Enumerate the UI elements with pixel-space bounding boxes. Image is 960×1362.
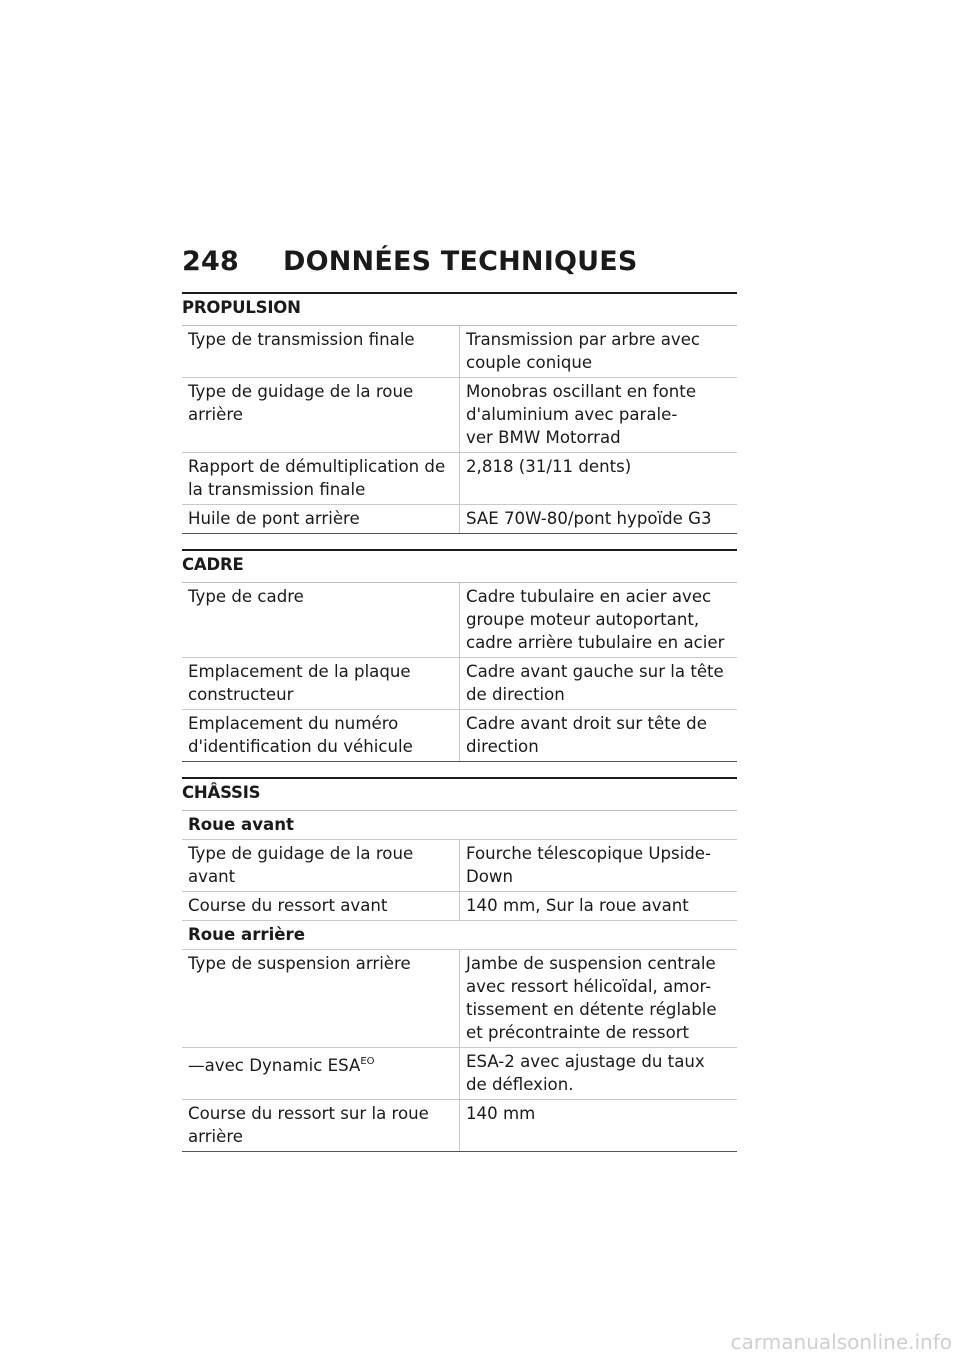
spec-value-line: 140 mm	[466, 1104, 536, 1123]
section-title: CADRE	[182, 549, 737, 583]
spec-value-line: d'aluminium avec parale-	[466, 405, 678, 424]
spec-label	[182, 453, 460, 505]
spec-label	[182, 505, 460, 534]
spec-value	[460, 326, 738, 378]
spec-label-text: —avec Dynamic ESA	[188, 1056, 361, 1075]
spec-value	[460, 892, 738, 921]
spec-value	[460, 505, 738, 534]
spec-label	[182, 326, 460, 378]
page-title: DONNÉES TECHNIQUES	[282, 246, 638, 277]
spec-label-text: Emplacement de la plaque	[188, 662, 411, 681]
spec-table	[182, 583, 737, 762]
spec-table	[182, 326, 737, 534]
spec-label-line	[188, 735, 453, 758]
spec-label-line	[188, 712, 453, 735]
spec-label-line	[188, 380, 453, 403]
spec-label-text: arrière	[188, 1127, 244, 1146]
spec-value	[460, 378, 738, 453]
spec-value-line: groupe moteur autoportant,	[466, 610, 700, 629]
spec-label-text: Emplacement du numéro	[188, 714, 399, 733]
spec-label	[182, 840, 460, 892]
spec-row	[182, 505, 737, 534]
spec-row	[182, 1048, 737, 1100]
spec-table	[182, 811, 737, 1152]
spec-value-line: Transmission par arbre avec	[466, 330, 701, 349]
spec-row	[182, 326, 737, 378]
spec-value-line: Cadre avant gauche sur la tête	[466, 662, 724, 681]
spec-value	[460, 1100, 738, 1152]
section-title: CHÂSSIS	[182, 777, 737, 811]
subheading: Roue avant	[182, 811, 737, 840]
spec-row	[182, 658, 737, 710]
spec-value	[460, 1048, 738, 1100]
spec-value-line: et précontrainte de ressort	[466, 1023, 690, 1042]
spec-label-text: Course du ressort sur la roue	[188, 1104, 429, 1123]
spec-label-text: Huile de pont arrière	[188, 509, 360, 528]
spec-value	[460, 583, 738, 658]
spec-value-line: Monobras oscillant en fonte	[466, 382, 697, 401]
spec-value-line: SAE 70W-80/pont hypoïde G3	[466, 509, 712, 528]
spec-value-line: direction	[466, 737, 539, 756]
spec-value-line: Down	[466, 867, 514, 886]
spec-row	[182, 453, 737, 505]
subheading-row	[182, 811, 737, 840]
spec-label	[182, 658, 460, 710]
spec-label-text: Type de guidage de la roue	[188, 382, 414, 401]
spec-label-text: Rapport de démultiplication de	[188, 457, 446, 476]
spec-value-line: 2,818 (31/11 dents)	[466, 457, 632, 476]
spec-section	[182, 549, 737, 762]
spec-row	[182, 950, 737, 1048]
spec-label-text: avant	[188, 867, 236, 886]
spec-label	[182, 1048, 460, 1100]
spec-value-line: Fourche télescopique Upside-	[466, 844, 712, 863]
section-title: PROPULSION	[182, 292, 737, 326]
watermark-text: carmanualsonline.info	[730, 1330, 952, 1354]
spec-row	[182, 840, 737, 892]
spec-value-line: de déflexion.	[466, 1075, 574, 1094]
spec-label	[182, 378, 460, 453]
spec-label-line	[188, 660, 453, 683]
spec-value-line: avec ressort hélicoïdal, amor-	[466, 977, 712, 996]
spec-label-text: Course du ressort avant	[188, 896, 388, 915]
spec-value-line: cadre arrière tubulaire en acier	[466, 633, 725, 652]
spec-value	[460, 453, 738, 505]
spec-label-line	[188, 1125, 453, 1148]
spec-label	[182, 950, 460, 1048]
spec-value-line: couple conique	[466, 353, 593, 372]
spec-value-line: 140 mm, Sur la roue avant	[466, 896, 689, 915]
spec-value-line: de direction	[466, 685, 565, 704]
spec-section	[182, 777, 737, 1152]
spec-value-line: ver BMW Motorrad	[466, 428, 621, 447]
spec-label	[182, 1100, 460, 1152]
spec-label	[182, 583, 460, 658]
spec-label-text: d'identification du véhicule	[188, 737, 413, 756]
spec-label-text: Type de suspension arrière	[188, 954, 411, 973]
spec-row	[182, 378, 737, 453]
spec-value	[460, 658, 738, 710]
spec-label-line	[188, 1102, 453, 1125]
spec-label-text: la transmission finale	[188, 480, 366, 499]
spec-label-text: arrière	[188, 405, 244, 424]
spec-label-line	[188, 507, 453, 530]
spec-label-line	[188, 1050, 453, 1077]
spec-label-line	[188, 842, 453, 865]
spec-value-line: tissement en détente réglable	[466, 1000, 717, 1019]
spec-section	[182, 292, 737, 534]
page-header	[182, 246, 742, 277]
spec-label-text: constructeur	[188, 685, 294, 704]
spec-value	[460, 950, 738, 1048]
spec-label-line	[188, 585, 453, 608]
spec-value	[460, 840, 738, 892]
spec-value-line: Cadre tubulaire en acier avec	[466, 587, 712, 606]
spec-row	[182, 710, 737, 762]
spec-value-line: Cadre avant droit sur tête de	[466, 714, 707, 733]
spec-row	[182, 892, 737, 921]
spec-row	[182, 583, 737, 658]
spec-label-text: Type de guidage de la roue	[188, 844, 414, 863]
subheading: Roue arrière	[182, 921, 737, 950]
spec-label-text: Type de transmission finale	[188, 330, 415, 349]
spec-value-line: ESA-2 avec ajustage du taux	[466, 1052, 705, 1071]
spec-value-line: Jambe de suspension centrale	[466, 954, 716, 973]
spec-label	[182, 892, 460, 921]
spec-label-line	[188, 478, 453, 501]
spec-label-text: Type de cadre	[188, 587, 304, 606]
spec-label-line	[188, 683, 453, 706]
page-number: 248	[182, 246, 239, 277]
spec-label-line	[188, 865, 453, 888]
option-code-superscript: EO	[360, 1056, 375, 1067]
spec-label	[182, 710, 460, 762]
spec-label-line	[188, 894, 453, 917]
spec-label-line	[188, 403, 453, 426]
spec-label-line	[188, 455, 453, 478]
spec-value	[460, 710, 738, 762]
spec-label-line	[188, 328, 453, 351]
subheading-row	[182, 921, 737, 950]
spec-label-line	[188, 952, 453, 975]
spec-content	[182, 292, 737, 1167]
spec-row	[182, 1100, 737, 1152]
